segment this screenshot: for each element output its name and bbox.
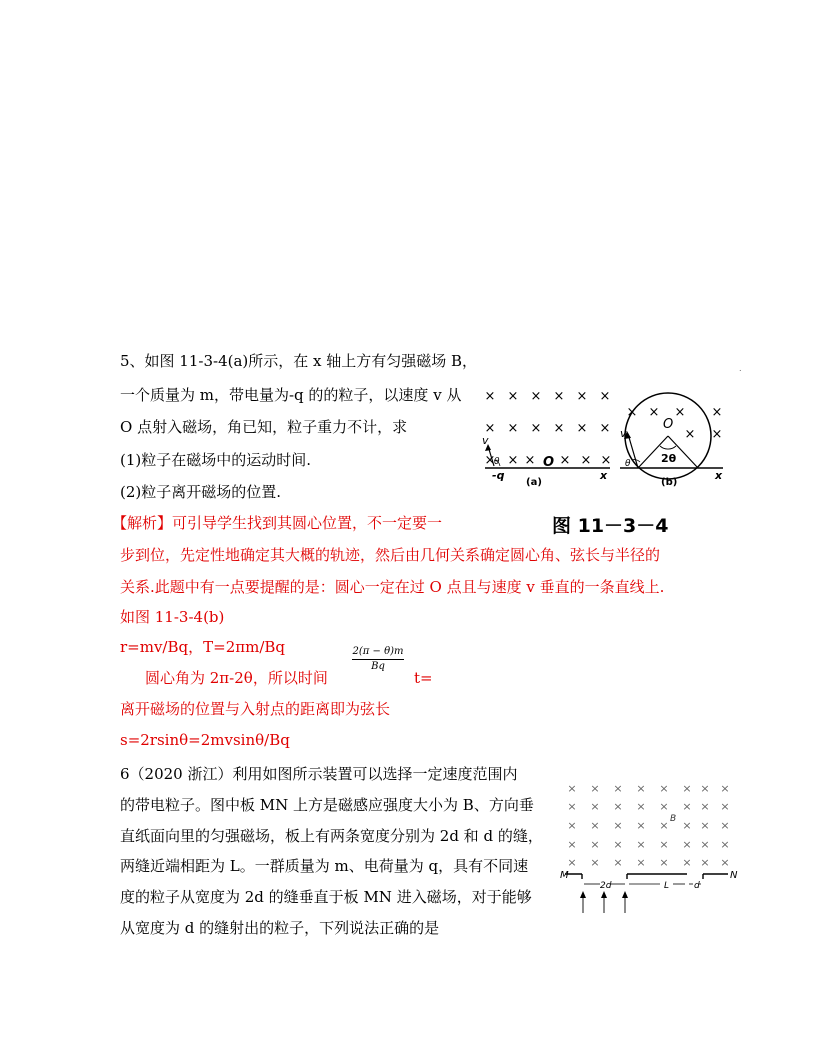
label-origin-a: O — [543, 455, 555, 470]
panel-b — [620, 393, 723, 479]
analysis-line-2: 步到位，先定性地确定其大概的轨迹，然后由几何关系确定圆心角、弦长与半径的 — [120, 546, 661, 564]
field-cross: × — [613, 782, 623, 795]
label-charge: -q — [492, 469, 505, 482]
field-cross: × — [659, 819, 669, 832]
field-cross: × — [720, 800, 730, 813]
analysis-line-1 — [112, 514, 442, 532]
field-cross: × — [590, 856, 600, 869]
field-cross: × — [530, 421, 542, 436]
q6-line-3: 直纸面向里的匀强磁场，板上有两条宽度分别为 2d 和 d 的缝， — [120, 827, 543, 845]
entry-arrows — [580, 891, 628, 913]
field-cross: × — [613, 856, 623, 869]
field-cross: × — [636, 838, 646, 851]
field-cross: × — [682, 819, 692, 832]
label-N: N — [730, 870, 738, 881]
field-cross: × — [530, 389, 542, 404]
label-v-b: v — [620, 427, 627, 440]
label-theta-b: θ — [625, 459, 631, 469]
analysis-formula-r-T: r=mv/Bq，T=2πm/Bq — [120, 638, 285, 656]
field-cross: × — [648, 405, 660, 420]
label-x-a: x — [600, 469, 608, 482]
field-cross: × — [674, 405, 686, 420]
analysis-angle-line: 圆心角为 2π-2θ，所以时间 — [145, 669, 328, 687]
field-cross: × — [590, 800, 600, 813]
field-cross: × — [700, 856, 710, 869]
field-cross: × — [659, 838, 669, 851]
field-cross: × — [599, 421, 611, 436]
field-cross: × — [590, 782, 600, 795]
field-cross: × — [567, 856, 577, 869]
label-panel-b: (b) — [661, 477, 678, 488]
field-cross: × — [711, 427, 723, 442]
field-cross: × — [720, 838, 730, 851]
field-crosses-b — [627, 405, 723, 442]
time-fraction — [352, 646, 404, 673]
field-cross: × — [553, 389, 565, 404]
q6-line-5: 度的粒子从宽度为 2d 的缝垂直于板 MN 进入磁场，对于能够 — [120, 888, 532, 906]
field-cross: × — [636, 856, 646, 869]
q5-line-4: (1)粒子在磁场中的运动时间. — [120, 451, 312, 469]
label-M: M — [560, 870, 569, 881]
figure-11-3-4 — [480, 380, 730, 490]
field-cross: × — [682, 782, 692, 795]
label-panel-a: (a) — [526, 477, 542, 488]
field-cross: × — [553, 421, 565, 436]
q6-line-2: 的带电粒子。图中板 MN 上方是磁感应强度大小为 B、方向垂 — [120, 796, 534, 814]
field-cross: × — [613, 819, 623, 832]
field-cross: × — [590, 838, 600, 851]
analysis-line-4: 如图 11-3-4(b) — [120, 608, 225, 626]
field-cross: × — [484, 453, 496, 468]
field-cross: × — [576, 389, 588, 404]
field-cross: × — [567, 838, 577, 851]
fraction-denominator: Bq — [371, 661, 385, 672]
field-cross: × — [636, 800, 646, 813]
field-cross: × — [580, 453, 592, 468]
label-v-a: v — [482, 434, 489, 447]
field-cross: × — [567, 819, 577, 832]
analysis-chord-formula: s=2rsinθ=2mvsinθ/Bq — [120, 731, 290, 749]
field-cross: × — [484, 389, 496, 404]
field-cross: × — [507, 453, 519, 468]
fraction-numerator: 2(π − θ)m — [352, 646, 404, 657]
field-cross: × — [636, 819, 646, 832]
field-cross: × — [700, 819, 710, 832]
label-d: d — [694, 881, 700, 891]
field-cross: × — [659, 856, 669, 869]
field-cross: × — [600, 453, 612, 468]
field-cross: × — [700, 782, 710, 795]
figure-caption: 图 11－3－4 — [552, 515, 669, 537]
field-cross: × — [682, 838, 692, 851]
field-crosses-q6 — [567, 782, 729, 869]
q6-line-1: 6（2020 浙江）利用如图所示装置可以选择一定速度范围内 — [120, 765, 518, 783]
field-cross: × — [613, 800, 623, 813]
field-cross: × — [682, 800, 692, 813]
label-theta-a: θ — [494, 457, 500, 467]
stray-dot: . — [739, 364, 742, 373]
q5-line-1: 5、如图 11-3-4(a)所示，在 x 轴上方有匀强磁场 B， — [120, 352, 478, 370]
field-cross: × — [720, 782, 730, 795]
label-L: L — [664, 881, 670, 891]
field-cross: × — [613, 838, 623, 851]
field-cross: × — [720, 856, 730, 869]
analysis-text-1: 可引导学生找到其圆心位置，不一定要一 — [172, 514, 443, 532]
field-cross: × — [507, 421, 519, 436]
field-cross: × — [700, 800, 710, 813]
field-cross: × — [626, 405, 638, 420]
field-cross: × — [590, 819, 600, 832]
field-cross: × — [484, 421, 496, 436]
field-cross: × — [599, 389, 611, 404]
field-cross: × — [682, 856, 692, 869]
field-cross: × — [559, 453, 571, 468]
field-cross: × — [684, 427, 696, 442]
time-symbol: t= — [414, 669, 433, 687]
q5-line-2: 一个质量为 m，带电量为-q 的的粒子，以速度 v 从 — [120, 386, 462, 404]
field-cross: × — [524, 453, 536, 468]
field-cross: × — [720, 819, 730, 832]
field-cross: × — [567, 800, 577, 813]
figure-q6 — [560, 778, 750, 918]
q6-line-6: 从宽度为 d 的缝射出的粒子，下列说法正确的是 — [120, 919, 440, 937]
label-angle-b: 2θ — [661, 452, 677, 465]
q5-line-3: O 点射入磁场，角已知，粒子重力不计，求 — [120, 418, 408, 436]
field-cross: × — [659, 800, 669, 813]
label-B: B — [670, 814, 677, 824]
fraction-bar — [352, 659, 404, 660]
q6-line-4: 两缝近端相距为 L。一群质量为 m、电荷量为 q，具有不同速 — [120, 857, 529, 875]
field-cross: × — [711, 405, 723, 420]
field-cross: × — [576, 421, 588, 436]
q5-line-5: (2)粒子离开磁场的位置. — [120, 483, 282, 501]
analysis-line-3: 关系.此题中有一点要提醒的是：圆心一定在过 O 点且与速度 v 垂直的一条直线上. — [120, 578, 665, 596]
field-cross: × — [567, 782, 577, 795]
field-cross: × — [507, 389, 519, 404]
analysis-tag: 【解析】 — [112, 514, 173, 532]
plate-mn — [565, 874, 728, 879]
field-cross: × — [659, 782, 669, 795]
field-cross: × — [700, 838, 710, 851]
field-cross: × — [636, 782, 646, 795]
analysis-chord-line: 离开磁场的位置与入射点的距离即为弦长 — [120, 700, 391, 718]
label-x-b: x — [715, 469, 723, 482]
label-center-b: O — [663, 417, 674, 432]
label-2d: 2d — [600, 881, 612, 891]
